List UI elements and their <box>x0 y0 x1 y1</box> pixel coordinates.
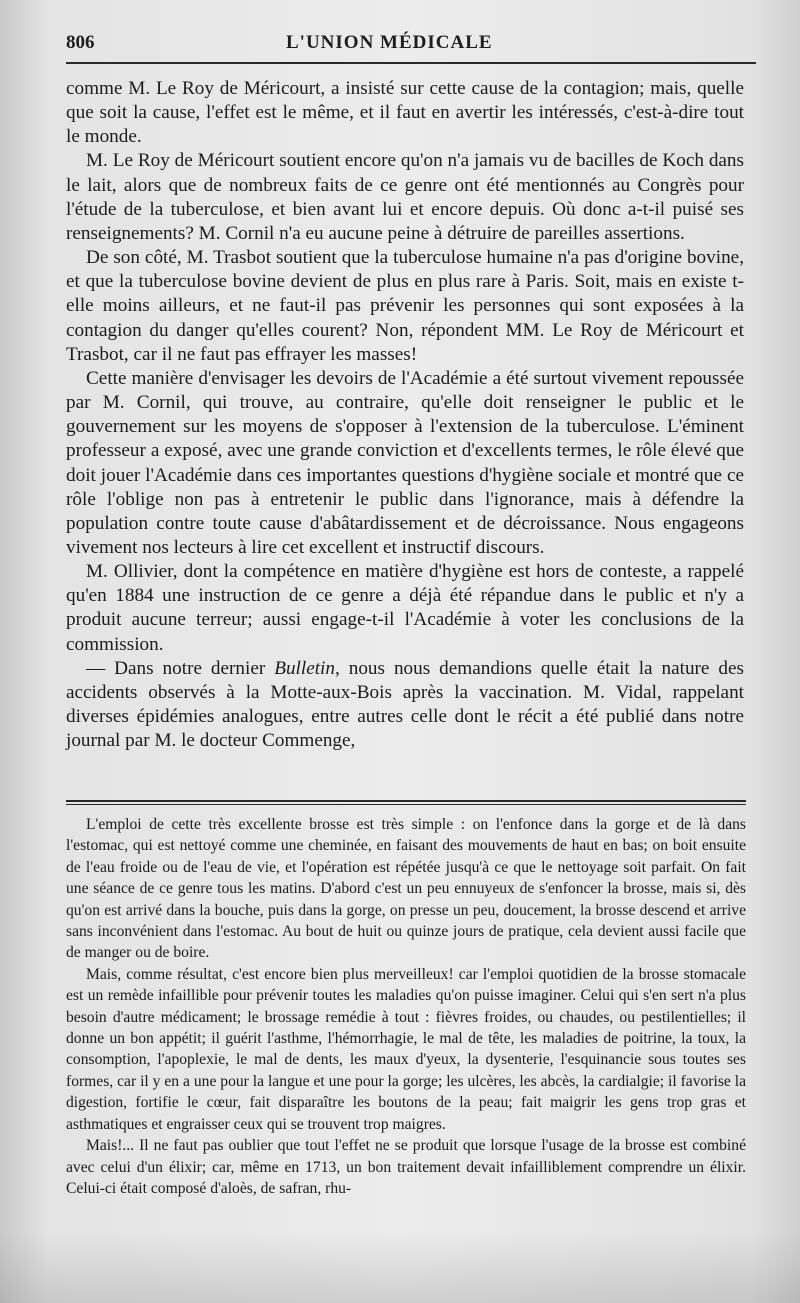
page-number: 806 <box>66 32 95 53</box>
running-title: L'UNION MÉDICALE <box>286 32 493 53</box>
paragraph-6 <box>66 657 744 754</box>
page-bottom-shadow <box>0 1233 800 1303</box>
paragraph-4: Cette manière d'envisager les devoirs de l'Académie a été surtout vivement repoussée par M. Cornil, qui trouve, au contraire, qu'elle doit renseigner le public et le gouvernement sur les moyens de s'opposer à l'extension de la tuberculose. L'éminent professeur a exposé, avec une grande conviction et d'excellents termes, le rôle élevé que doit jouer l'Académie dans ces importantes questions d'hygiène sociale et montré que ce rôle l'oblige non pas à entretenir le public dans l'ignorance, mais à défendre la population contre toute cause d'abâtardissement et de décroissance. Nous engageons vivement nos lecteurs à lire cet excellent et instructif discours. <box>66 367 744 558</box>
paragraph-6-start: — Dans notre dernier <box>86 657 275 679</box>
footnote-separator <box>66 800 746 805</box>
paragraph-1: comme M. Le Roy de Méricourt, a insisté sur cette cause de la contagion; mais, quelle que soit la cause, l'effet est le même, et il faut en avertir les intéressés, c'est-à-dire tout le monde. <box>66 78 744 148</box>
footnote-paragraph-2: Mais, comme résultat, c'est encore bien plus merveilleux! car l'emploi quotidien de la brosse stomacale est un remède infaillible pour prévenir toutes les maladies qu'on puisse imaginer. Celui qui s'en sert n'a plus besoin d'autre médicament; le brossage remédie à tout : fièvres froides, ou chaudes, ou pestilentielles; il donne un bon appétit; il guérit l'asthme, l'hémorrhagie, le mal de tête, les maladies de poitrine, la toux, la consomption, l'apoplexie, le mal de dents, les maux d'yeux, la dysenterie, l'esquinancie sous toutes ses formes, car il y en a une pour la langue et une pour la gorge; les ulcères, les abcès, la cardialgie; il favorise la digestion, fortifie le cœur, fait disparaître les boutons de la peau; fait maigrir les gens trop gras et asthmatiques et engraisser ceux qui se trouvent trop maigres. <box>66 965 746 1133</box>
footnote-text <box>66 814 746 1199</box>
paragraph-3: De son côté, M. Trasbot soutient que la tuberculose humaine n'a pas d'origine bovine, et que la tuberculose bovine devient de plus en plus rare à Paris. Soit, mais en existe t-elle moins ailleurs, et ne faut-il pas prévenir les personnes qui sont exposées à la contagion du danger qu'elles courent? Non, répondent MM. Le Roy de Méricourt et Trasbot, car il ne faut pas effrayer les masses! <box>66 247 744 365</box>
paragraph-6-rest: nous nous demandions quelle était la nature des accidents observés à la Motte-aux-Bois après la vaccination. M. Vidal, rappelant diverses épidémies analogues, entre autres celle dont le récit a été publié dans notre journal par M. le docteur Commenge, <box>66 657 744 752</box>
main-text <box>66 77 744 753</box>
bulletin-title: Bulletin, <box>274 657 340 679</box>
paragraph-2: M. Le Roy de Méricourt soutient encore qu'on n'a jamais vu de bacilles de Koch dans le lait, alors que de nombreux faits de ce genre ont été mentionnés au Congrès pour l'étude de la tuberculose, et bien avant lui et encore depuis. Où donc a-t-il puisé ses renseignements? M. Cornil n'a eu aucune peine à détruire de pareilles assertions. <box>66 150 744 244</box>
header-rule <box>66 62 756 64</box>
page-header <box>66 30 756 60</box>
footnote-paragraph-1: L'emploi de cette très excellente brosse est très simple : on l'enfonce dans la gorge et de là dans l'estomac, qui est nettoyé comme une cheminée, en faisant des mouvements de haut en bas; on boit ensuite de l'eau froide ou de l'eau de vie, et l'opération est répétée jusqu'à ce que le nettoyage soit parfait. On fait une séance de ce genre tous les matins. D'abord c'est un peu ennuyeux de s'enfoncer la brosse, mais si, dès qu'on est arrivé dans la bouche, puis dans la gorge, on presse un peu, doucement, la brosse descend et arrive sans inconvénient dans l'estomac. Au bout de huit ou quinze jours de pratique, cela devient aussi facile que de manger ou de boire. <box>66 816 746 962</box>
paragraph-5: M. Ollivier, dont la compétence en matière d'hygiène est hors de conteste, a rappelé qu'en 1884 une instruction de ce genre a déjà été répandue dans le public et n'y a produit aucune terreur; aussi engage-t-il l'Académie à voter les conclusions de la commission. <box>66 561 744 655</box>
footnote-paragraph-3: Mais!... Il ne faut pas oublier que tout l'effet ne se produit que lorsque l'usage de la brosse est combiné avec celui d'un élixir; car, même en 1713, un bon traitement devait infailliblement comprendre un élixir. Celui-ci était composé d'aloès, de safran, rhu- <box>66 1137 746 1197</box>
